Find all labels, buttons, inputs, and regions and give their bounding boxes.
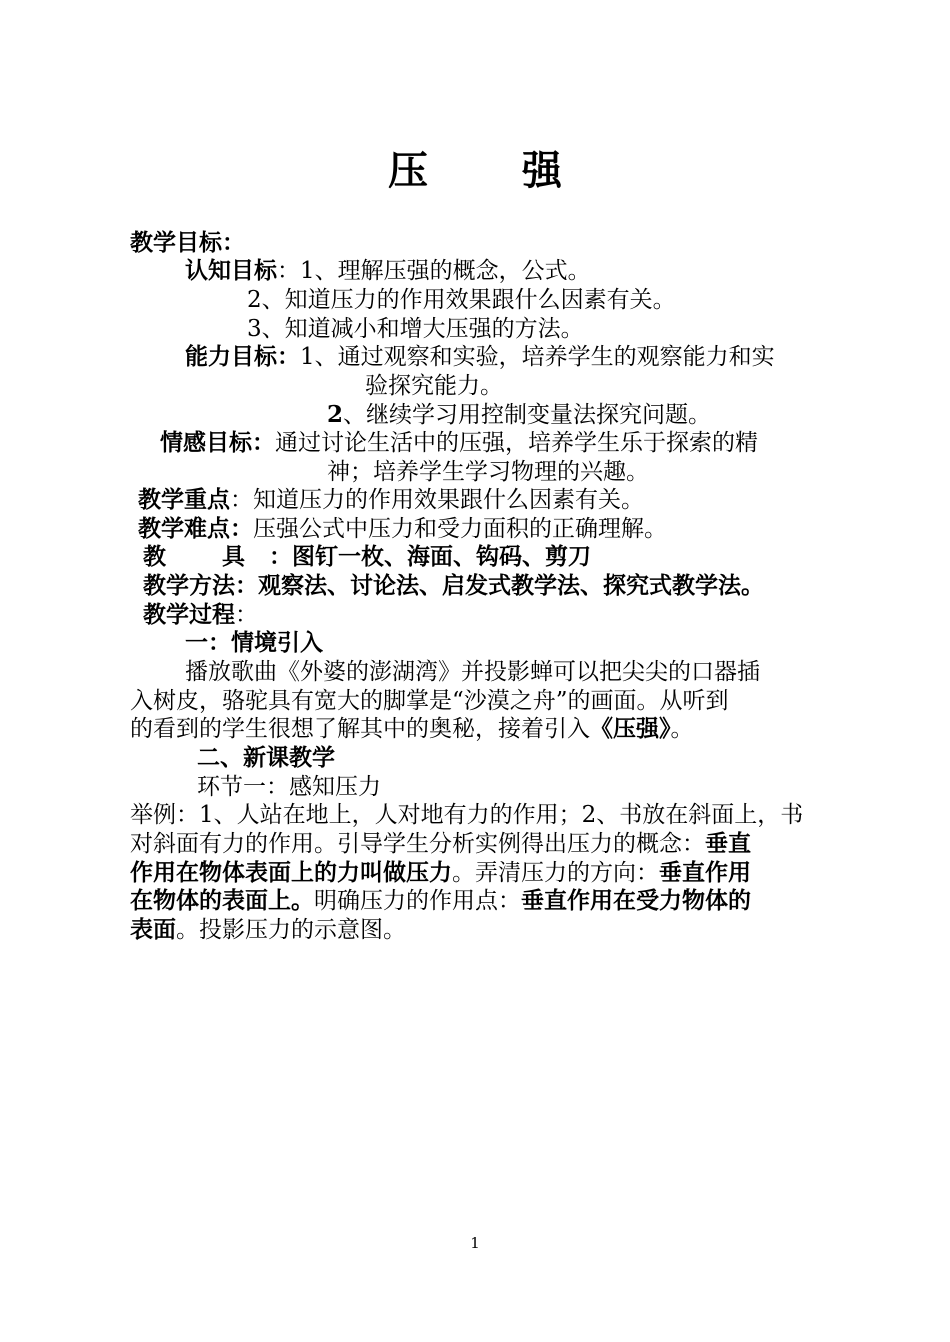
cognitive-objective-line-1 [185, 256, 591, 286]
methods-text: ：观察法、讨论法、启发式教学法、探究式教学法。 [235, 573, 764, 599]
section1-paragraph-text: 的看到的学生很想了解其中的奥秘，接着引入 [130, 716, 590, 742]
difficulty-label: 教学难点： [138, 516, 253, 542]
section2-text-3b: 。弄清压力的方向： [452, 860, 659, 886]
methods-line [143, 571, 764, 601]
section2-line-4 [130, 886, 751, 916]
methods-label: 教学方法 [143, 573, 235, 599]
document-title: 压 强 [388, 148, 602, 194]
ability-objective-text-1: 1、通过观察和实验，培养学生的观察能力和实 [300, 344, 775, 370]
ability-objective-line-2 [327, 400, 711, 430]
difficulty-text: 压强公式中压力和受力面积的正确理解。 [253, 516, 667, 542]
cognitive-objective-text-1: ：1、理解压强的概念，公式。 [277, 258, 591, 284]
section2-emphasis-4a: 在物体的表面上。 [130, 888, 314, 914]
section2-text-5b: 。投影压力的示意图。 [176, 917, 406, 943]
emotion-objective-label: 情感目标： [160, 430, 275, 456]
section2-emphasis-4c: 垂直作用在受力物体的 [521, 888, 751, 914]
ability-objective-line-1-cont: 验探究能力。 [365, 373, 503, 399]
section2-text-2a: 对斜面有力的作用。引导学生分析实例得出压力的概念： [130, 831, 705, 857]
emotion-objective-text-1: 通过讨论生活中的压强，培养学生乐于探索的精 [275, 430, 758, 456]
ability-objective-text-2: 、继续学习用控制变量法探究问题。 [343, 402, 712, 428]
process-text: ： [235, 602, 258, 628]
lesson-title-ref: 《压强》 [590, 716, 671, 742]
cognitive-objective-label: 认知目标 [185, 258, 277, 284]
tools-line [143, 542, 591, 572]
section1-paragraph-end: 。 [670, 716, 694, 742]
key-point-text: ：知道压力的作用效果跟什么因素有关。 [230, 487, 644, 513]
emotion-objective-line-1 [160, 428, 758, 458]
page-number: 1 [470, 1234, 480, 1252]
emotion-objective-line-1-cont: 神；培养学生学习物理的兴趣。 [327, 459, 649, 485]
difficulty-line [138, 514, 667, 544]
section1-paragraph-line-3 [130, 714, 694, 744]
key-point-line [138, 485, 644, 515]
ability-objective-label: 能力目标： [185, 344, 300, 370]
section2-emphasis-5a: 表面 [130, 917, 176, 943]
section2-line-5 [130, 915, 406, 945]
process-line [143, 600, 258, 630]
section2-subheading: 环节一：感知压力 [197, 774, 381, 800]
process-label: 教学过程 [143, 602, 235, 628]
cognitive-objective-line-3: 3、知道减小和增大压强的方法。 [247, 316, 584, 342]
section1-heading: 一：情境引入 [185, 630, 323, 656]
pressure-definition: 作用在物体表面上的力叫做压力 [130, 860, 452, 886]
section1-paragraph-line-2: 入树皮，骆驼具有宽大的脚掌是“沙漠之舟”的画面。从听到 [130, 688, 729, 714]
cognitive-objective-line-2: 2、知道压力的作用效果跟什么因素有关。 [247, 287, 676, 313]
tools-label: 教 具 [143, 544, 270, 570]
section2-line-1: 举例：1、人站在地上，人对地有力的作用；2、书放在斜面上，书 [130, 802, 804, 828]
section1-paragraph-line-1: 播放歌曲《外婆的澎湖湾》并投影蝉可以把尖尖的口器插 [185, 659, 760, 685]
tools-text: ：图钉一枚、海面、钩码、剪刀 [269, 544, 592, 570]
section2-line-2 [130, 829, 751, 859]
ability-objective-line-1 [185, 342, 775, 372]
section2-emphasis-3c: 垂直作用 [659, 860, 751, 886]
objectives-heading: 教学目标： [130, 230, 245, 256]
key-point-label: 教学重点 [138, 487, 230, 513]
section2-line-3 [130, 858, 751, 888]
section2-heading: 二、新课教学 [197, 745, 335, 771]
section2-text-4b: 明确压力的作用点： [314, 888, 521, 914]
section2-emphasis-2b: 垂直 [705, 831, 751, 857]
ability-objective-num-2: 2 [327, 401, 344, 428]
